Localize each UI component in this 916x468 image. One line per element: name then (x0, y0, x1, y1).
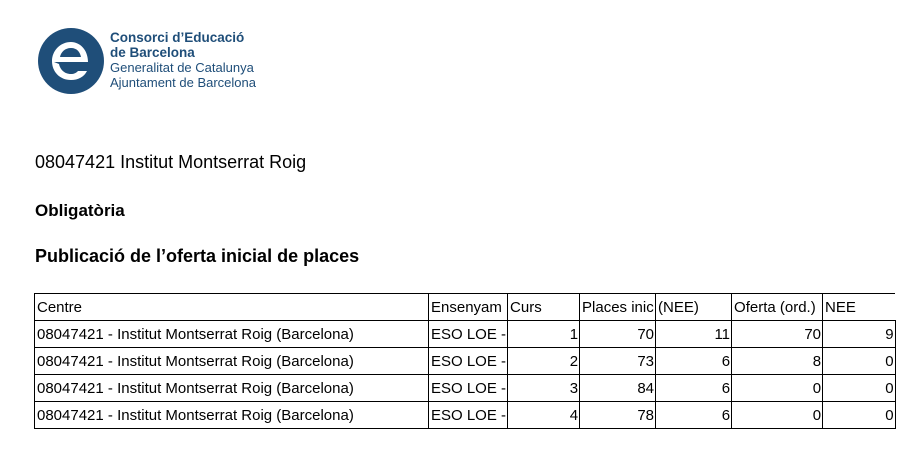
cell-curs: 1 (508, 321, 580, 348)
cell-nee: 9 (823, 321, 896, 348)
header-curs: Curs (508, 294, 580, 321)
cell-ensenyament: ESO LOE - (429, 375, 508, 402)
cell-nee-paren: 6 (656, 348, 732, 375)
consorci-logo (36, 26, 296, 96)
header-oferta-ord: Oferta (ord.) (732, 294, 823, 321)
cell-nee: 0 (823, 375, 896, 402)
cell-places-inicials: 78 (580, 402, 656, 429)
logo-text (110, 30, 256, 90)
header-places-inicials: Places inic (580, 294, 656, 321)
logo-line-3: Generalitat de Catalunya (110, 60, 254, 75)
cell-ensenyament: ESO LOE - (429, 321, 508, 348)
consorci-e-icon (36, 26, 106, 96)
cell-places-inicials: 84 (580, 375, 656, 402)
document-subtitle: Publicació de l’oferta inicial de places (35, 246, 360, 266)
table-row (35, 321, 896, 348)
cell-nee: 0 (823, 348, 896, 375)
header-centre: Centre (35, 294, 429, 321)
header-ensenyament: Ensenyam (429, 294, 508, 321)
cell-oferta-ord: 0 (732, 375, 823, 402)
table-row (35, 375, 896, 402)
cell-oferta-ord: 0 (732, 402, 823, 429)
cell-centre: 08047421 - Institut Montserrat Roig (Barcelona) (35, 402, 429, 429)
cell-nee-paren: 6 (656, 402, 732, 429)
logo-line-2: de Barcelona (110, 45, 195, 60)
cell-places-inicials: 73 (580, 348, 656, 375)
cell-places-inicials: 70 (580, 321, 656, 348)
header-nee-paren: (NEE) (656, 294, 732, 321)
table-row (35, 348, 896, 375)
cell-ensenyament: ESO LOE - (429, 402, 508, 429)
table-header-row (35, 294, 896, 321)
cell-curs: 2 (508, 348, 580, 375)
places-table (34, 293, 896, 429)
cell-curs: 4 (508, 402, 580, 429)
table-row (35, 402, 896, 429)
cell-nee-paren: 6 (656, 375, 732, 402)
cell-ensenyament: ESO LOE - (429, 348, 508, 375)
header-nee: NEE (823, 294, 896, 321)
cell-oferta-ord: 8 (732, 348, 823, 375)
school-title: 08047421 Institut Montserrat Roig (35, 152, 307, 172)
cell-centre: 08047421 - Institut Montserrat Roig (Barcelona) (35, 375, 429, 402)
cell-centre: 08047421 - Institut Montserrat Roig (Barcelona) (35, 321, 429, 348)
section-heading: Obligatòria (35, 201, 125, 220)
logo-line-4: Ajuntament de Barcelona (110, 75, 256, 90)
logo-line-1: Consorci d’Educació (110, 30, 245, 45)
cell-curs: 3 (508, 375, 580, 402)
cell-nee-paren: 11 (656, 321, 732, 348)
cell-centre: 08047421 - Institut Montserrat Roig (Barcelona) (35, 348, 429, 375)
cell-nee: 0 (823, 402, 896, 429)
cell-oferta-ord: 70 (732, 321, 823, 348)
